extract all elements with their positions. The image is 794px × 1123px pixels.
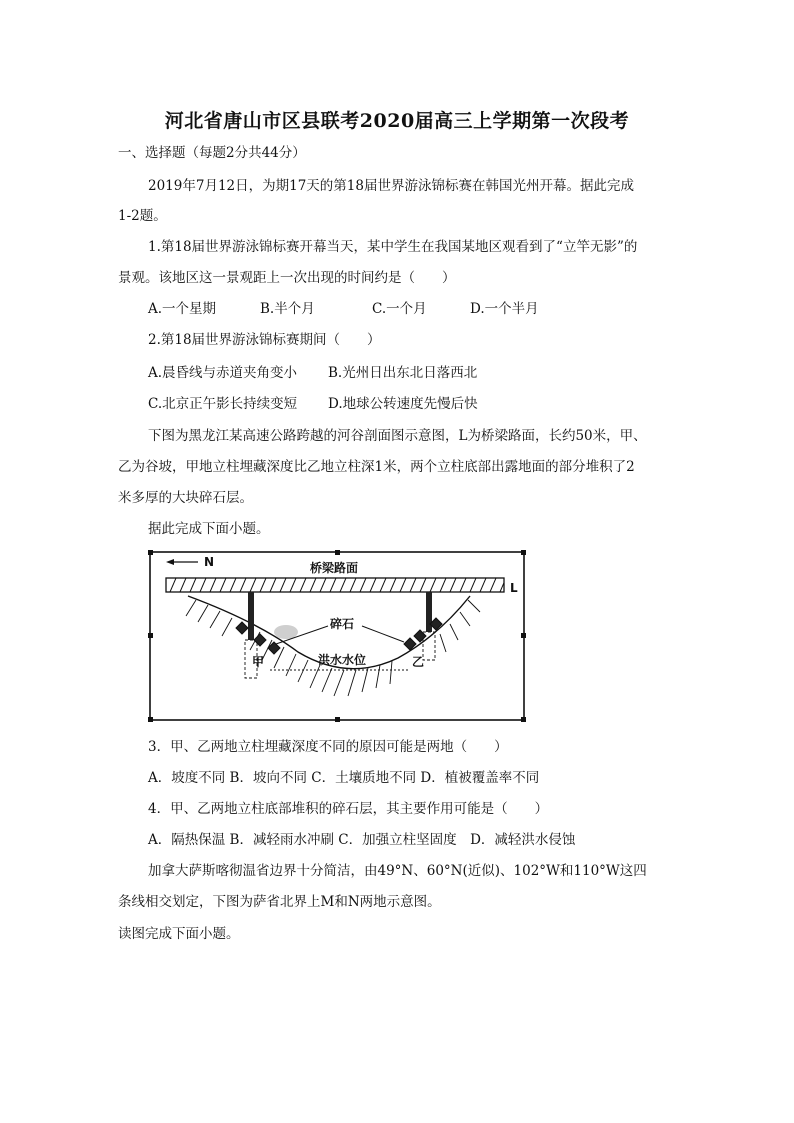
- rock-pointer-right: [362, 626, 404, 642]
- q2-stem: 2.第18届世界游泳锦标赛期间（ ）: [148, 332, 381, 348]
- q1-option-a: A.一个星期: [148, 301, 217, 317]
- pillar-yi: [426, 592, 432, 632]
- jia-label: 甲: [252, 655, 265, 669]
- north-label: N: [204, 555, 215, 569]
- page-title: 河北省唐山市区县联考2020届高三上学期第一次段考: [164, 110, 630, 132]
- pillar-jia: [248, 592, 254, 640]
- valley-bridge-figure: [148, 550, 528, 722]
- q1-option-b: B.半个月: [260, 301, 315, 317]
- frame-markers: [148, 550, 526, 722]
- intro3-line3: 读图完成下面小题。: [118, 926, 240, 942]
- q2-option-d: D.地球公转速度先慢后快: [328, 396, 478, 412]
- intro1-line2: 1-2题。: [118, 208, 167, 224]
- intro2-line2: 乙为谷坡，甲地立柱埋藏深度比乙地立柱深1米，两个立柱底部出露地面的部分堆积了2: [118, 459, 635, 475]
- blurred-mark: [274, 625, 298, 639]
- q1-line2: 景观。该地区这一景观距上一次出现的时间约是（ ）: [118, 270, 456, 286]
- bridge-deck: [166, 578, 504, 592]
- q3-options: A．坡度不同 B．坡向不同 C．土壤质地不同 D．植被覆盖率不同: [148, 770, 540, 786]
- q1-option-d: D.一个半月: [470, 301, 539, 317]
- intro1-line1: 2019年7月12日，为期17天的第18届世界游泳锦标赛在韩国光州开幕。据此完成: [148, 178, 634, 194]
- intro3-line1: 加拿大萨斯喀彻温省边界十分简洁，由49°N、60°N(近似)、102°W和110°W这四: [148, 863, 647, 879]
- q2-option-c: C.北京正午影长持续变短: [148, 396, 298, 412]
- l-label: L: [510, 581, 518, 595]
- q3-stem: 3．甲、乙两地立柱埋藏深度不同的原因可能是两地（ ）: [148, 739, 508, 755]
- left-slope-hatch: [186, 600, 344, 696]
- figure-frame: [150, 552, 524, 720]
- q4-stem: 4．甲、乙两地立柱底部堆积的碎石层，其主要作用可能是（ ）: [148, 801, 549, 817]
- q1-option-c: C.一个月: [372, 301, 427, 317]
- intro2-line1: 下图为黑龙江某高速公路跨越的河谷剖面图示意图，L为桥梁路面，长约50米，甲、: [148, 428, 647, 444]
- yi-label: 乙: [412, 655, 425, 669]
- flood-label: 洪水水位: [318, 653, 367, 667]
- q1-line1: 1.第18届世界游泳锦标赛开幕当天，某中学生在我国某地区观看到了“立竿无影”的: [148, 239, 638, 255]
- north-arrow-icon: [166, 559, 198, 565]
- bridge-label: 桥梁路面: [310, 561, 359, 575]
- intro2-line3: 米多厚的大块碎石层。: [118, 490, 253, 506]
- section-heading: 一、选择题（每题2分共44分）: [118, 145, 306, 161]
- intro3-line2: 条线相交划定，下图为萨省北界上M和N两地示意图。: [118, 894, 441, 910]
- q2-option-a: A.晨昏线与赤道夹角变小: [148, 365, 298, 381]
- rock-label: 碎石: [330, 617, 355, 631]
- q2-option-b: B.光州日出东北日落西北: [328, 365, 478, 381]
- q4-options: A．隔热保温 B．减轻雨水冲刷 C．加强立柱坚固度 D．减轻洪水侵蚀: [148, 832, 576, 848]
- intro2-line4: 据此完成下面小题。: [148, 521, 270, 537]
